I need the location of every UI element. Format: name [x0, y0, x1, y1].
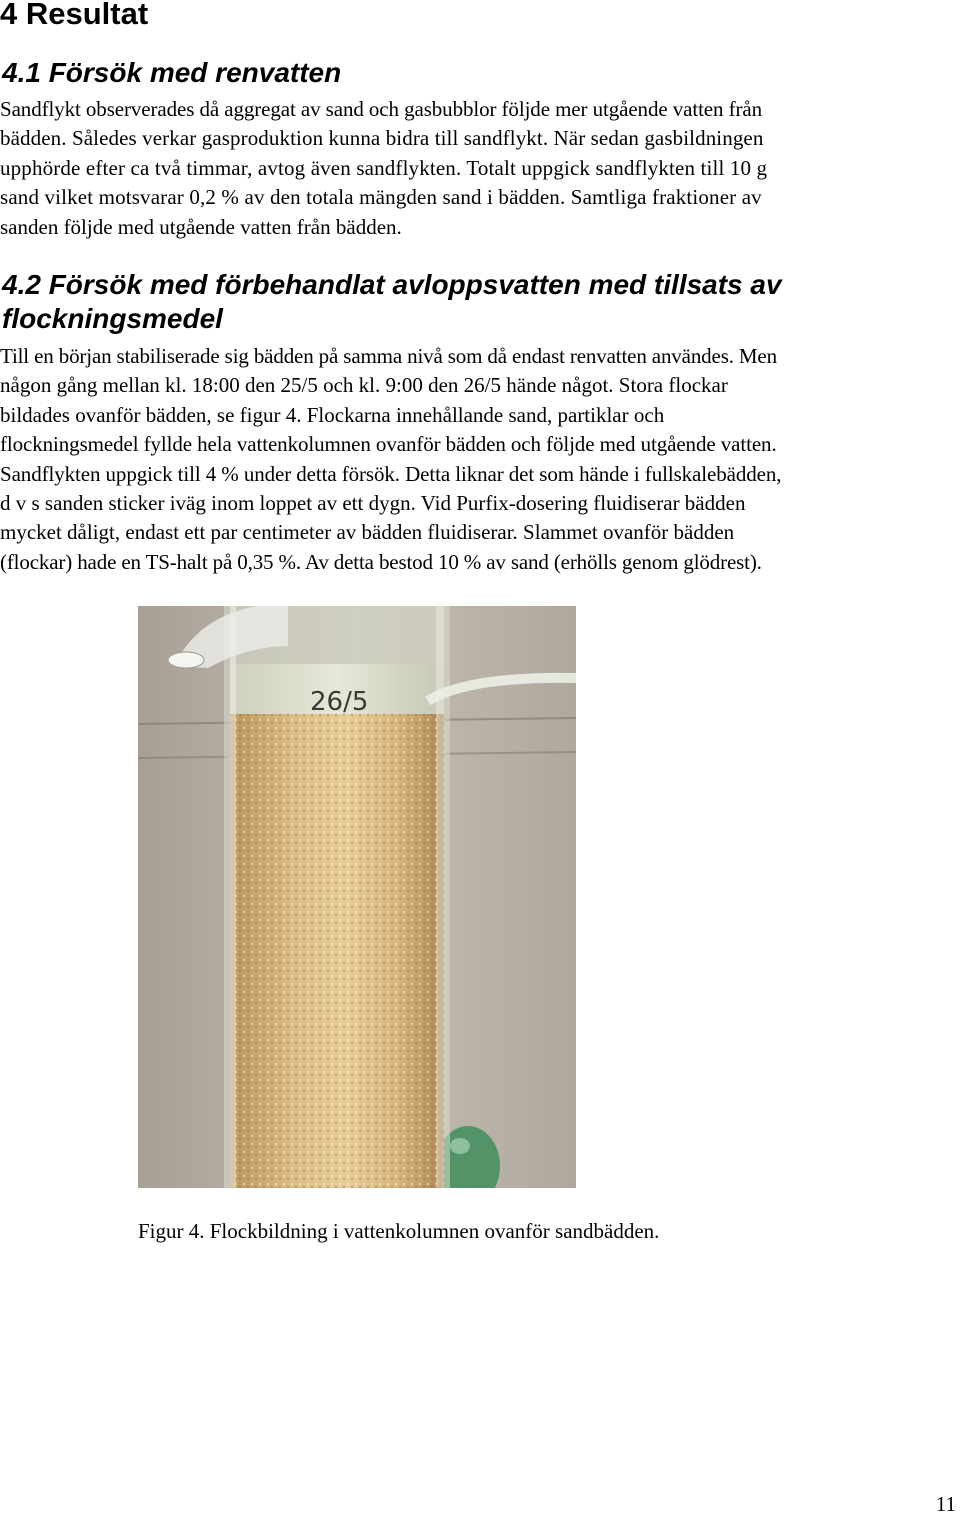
paragraph-line: bädden. Således verkar gasproduktion kunna bidra till sandflykt. När sedan gasbildningen — [0, 126, 764, 151]
paragraph-line: (flockar) hade en TS-halt på 0,35 %. Av detta bestod 10 % av sand (erhölls genom glödrest). — [0, 549, 762, 574]
paragraph-line: sanden följde med utgående vatten från bädden. — [0, 214, 402, 239]
paragraph-renvatten — [0, 95, 960, 242]
page-number: 11 — [935, 1492, 956, 1516]
handwritten-date-label: 26/5 — [310, 687, 369, 717]
paragraph-line: upphörde efter ca två timmar, avtog även sandflykten. Totalt uppgick sandflykten till 10 g — [0, 155, 768, 180]
figure-photo-sand-column — [138, 606, 576, 1188]
paragraph-line: mycket dåligt, endast ett par centimeter av bädden fluidiserar. Slammet ovanför bädden — [0, 520, 735, 545]
paragraph-line: sand vilket motsvarar 0,2 % av den totala mängden sand i bädden. Samtliga fraktioner av — [0, 185, 762, 210]
section-heading-4-2: 4.2 Försök med förbehandlat avloppsvatten med tillsats av flockningsmedel — [2, 269, 782, 334]
paragraph-line: flockningsmedel fyllde hela vattenkolumnen ovanför bädden och följde med utgående vatten. — [0, 432, 777, 457]
chapter-heading: 4 Resultat — [0, 0, 149, 31]
paragraph-line: d v s sanden sticker iväg inom loppet av ett dygn. Vid Purfix-dosering fluidiserar bädden — [0, 491, 746, 516]
photo-illustration — [138, 606, 576, 1188]
section-heading-4-1: 4.1 Försök med renvatten — [2, 57, 342, 88]
figure-caption: Figur 4. Flockbildning i vattenkolumnen ovanför sandbädden. — [138, 1219, 660, 1243]
paragraph-line: Till en början stabiliserade sig bädden på samma nivå som då endast renvatten användes. Men — [0, 344, 777, 368]
paragraph-line: Sandflykten uppgick till 4 % under detta försök. Detta liknar det som hände i fullskalebädden, — [0, 461, 782, 486]
paragraph-line: Sandflykt observerades då aggregat av sand och gasbubblor följde mer utgående vatten från — [0, 97, 762, 121]
paragraph-flockningsmedel — [0, 342, 960, 577]
paragraph-line: bildades ovanför bädden, se figur 4. Flockarna innehållande sand, partiklar och — [0, 402, 665, 427]
paragraph-line: någon gång mellan kl. 18:00 den 25/5 och kl. 9:00 den 26/5 hände något. Stora flockar — [0, 373, 728, 398]
